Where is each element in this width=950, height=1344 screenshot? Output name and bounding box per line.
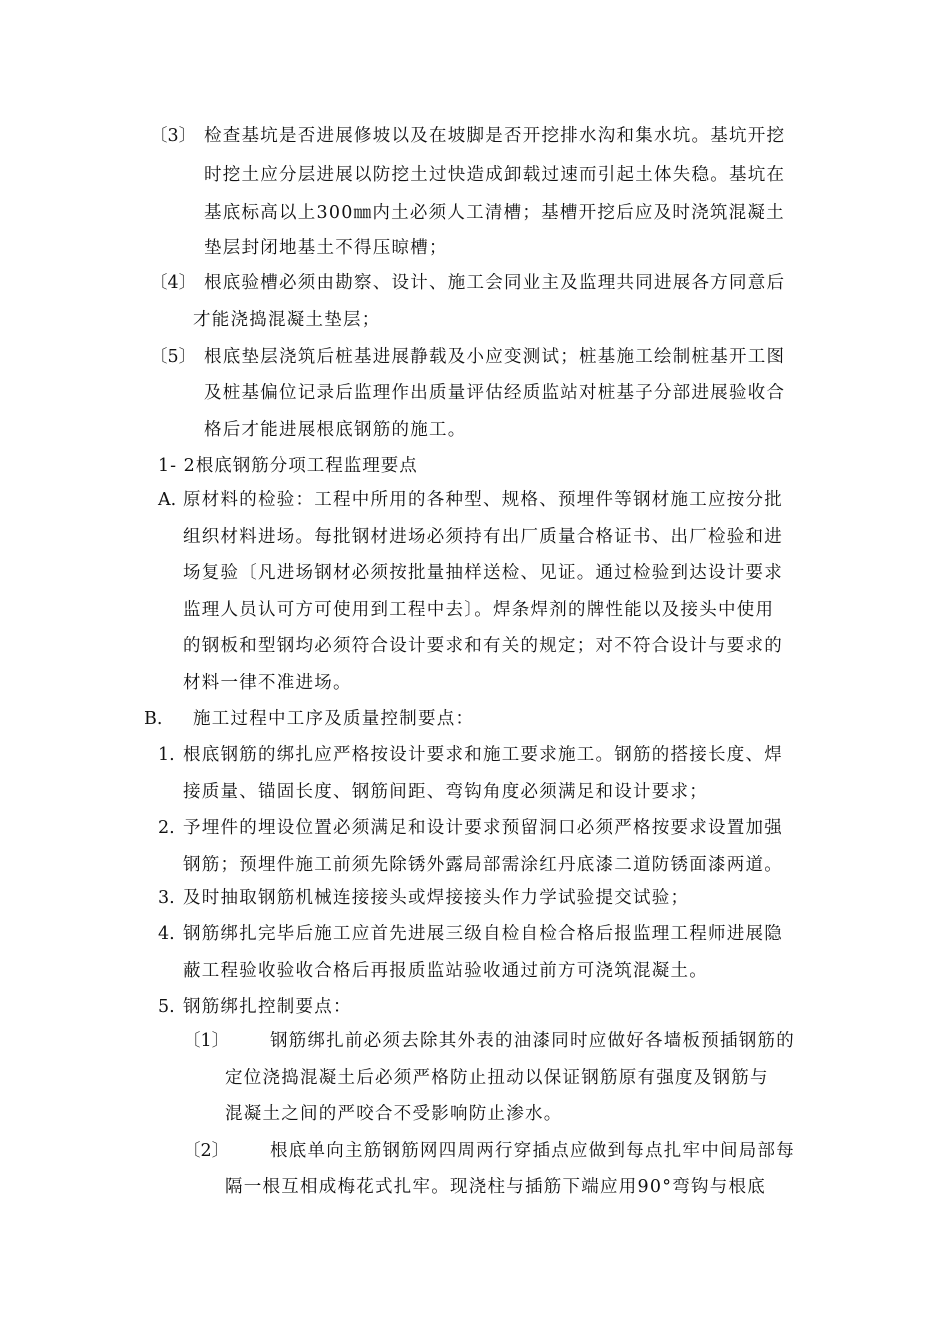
section-heading: 1- 2根底钢筋分项工程监理要点 [158, 456, 418, 476]
text-line: 根底单向主筋钢筋网四周两行穿插点应做到每点扎牢中间局部每 [270, 1141, 795, 1161]
text-line: 蔽工程验收验收合格后再报质监站验收通过前方可浇筑混凝土。 [183, 961, 708, 981]
item-marker: 〔5〕 [150, 347, 197, 367]
text-line: 根底钢筋的绑扎应严格按设计要求和施工要求施工。钢筋的搭接长度、焊 [183, 745, 783, 765]
text-line: 检查基坑是否进展修坡以及在坡脚是否开挖排水沟和集水坑。基坑开挖 [204, 126, 786, 146]
item-marker: 2. [158, 818, 175, 838]
text-line: 的钢板和型钢均必须符合设计要求和有关的规定；对不符合设计与要求的 [183, 636, 783, 656]
text-line: 组织材料进场。每批钢材进场必须持有出厂质量合格证书、出厂检验和进 [183, 527, 783, 547]
text-line: 根底垫层浇筑后桩基进展静载及小应变测试；桩基施工绘制桩基开工图 [204, 347, 786, 367]
item-marker: 〔4〕 [150, 273, 197, 293]
text-line: 监理人员认可方可使用到工程中去〕。焊条焊剂的牌性能以及接头中使用 [183, 600, 775, 620]
text-line: 隔一根互相成梅花式扎牢。现浇柱与插筋下端应用90°弯钩与根底 [225, 1177, 767, 1197]
text-line: 材料一律不准进场。 [183, 673, 352, 693]
text-line: 格后才能进展根底钢筋的施工。 [204, 420, 467, 440]
text-line: 钢筋；预埋件施工前须先除锈外露局部需涂红丹底漆二道防锈面漆两道。 [183, 855, 783, 875]
text-line: 垫层封闭地基土不得压晾槽； [204, 238, 448, 258]
text-line: 接质量、锚固长度、钢筋间距、弯钩角度必须满足和设计要求； [183, 782, 708, 802]
text-line: 及桩基偏位记录后监理作出质量评估经质监站对桩基子分部进展验收合 [204, 383, 786, 403]
text-line: 时挖土应分层进展以防挖土过快造成卸载过速而引起土体失稳。基坑在 [204, 165, 786, 185]
item-marker: 〔2〕 [183, 1141, 230, 1161]
text-line: 及时抽取钢筋机械连接接头或焊接接头作力学试验提交试验； [183, 888, 690, 908]
text-line: 钢筋绑扎控制要点： [183, 997, 352, 1017]
text-line: 基底标高以上300㎜内土必须人工清槽；基槽开挖后应及时浇筑混凝土 [204, 203, 785, 223]
item-marker: 3. [158, 888, 175, 908]
item-marker: 4. [158, 924, 175, 944]
section-marker: A. [158, 490, 177, 510]
section-title: 施工过程中工序及质量控制要点： [193, 709, 475, 729]
text-line: 予埋件的埋设位置必须满足和设计要求预留洞口必须严格按要求设置加强 [183, 818, 783, 838]
item-marker: 〔3〕 [150, 126, 197, 146]
text-line: 钢筋绑扎前必须去除其外表的油漆同时应做好各墙板预插钢筋的 [270, 1031, 795, 1051]
item-marker: 〔1〕 [183, 1031, 230, 1051]
section-marker: B. [144, 709, 163, 729]
text-line: 钢筋绑扎完毕后施工应首先进展三级自检自检合格后报监理工程师进展隐 [183, 924, 783, 944]
text-line: 原材料的检验：工程中所用的各种型、规格、预埋件等钢材施工应按分批 [183, 490, 783, 510]
text-line: 场复验〔凡进场钢材必须按批量抽样送检、见证。通过检验到达设计要求 [183, 563, 783, 583]
item-marker: 5. [158, 997, 175, 1017]
text-line: 才能浇捣混凝土垫层； [193, 310, 381, 330]
text-line: 定位浇捣混凝土后必须严格防止扭动以保证钢筋原有强度及钢筋与 [225, 1068, 769, 1088]
text-line: 根底验槽必须由勘察、设计、施工会同业主及监理共同进展各方同意后 [204, 273, 786, 293]
text-line: 混凝土之间的严咬合不受影响防止渗水。 [225, 1104, 563, 1124]
item-marker: 1. [158, 745, 175, 765]
